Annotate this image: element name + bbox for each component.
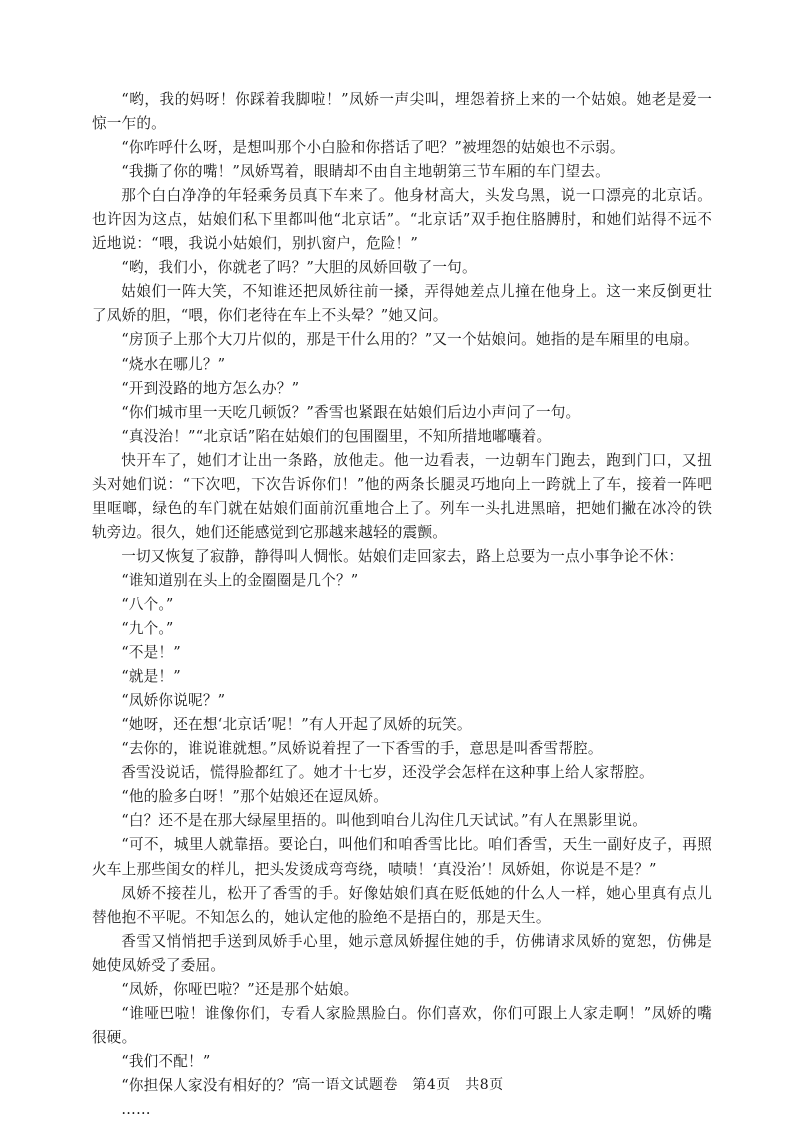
paragraph: ……	[121, 1100, 151, 1118]
paragraph: “哟，我的妈呀！你踩着我脚啦！”凤娇一声尖叫，埋怨着挤上来的一个姑娘。她老是爱一惊一乍的。	[92, 91, 712, 133]
paragraph: 快开车了，她们才让出一条路，放他走。他一边看表，一边朝车门跑去，跑到门口，又扭头对她们说：“下次吧，下次告诉你们！”他的两条长腿灵巧地向上一跨就上了车，接着一阵吧里哐啷，绿色的车门就在姑娘们面前沉重地合上了。列车一头扎进黑暗，把她们撇在冰冷的铁轨旁边。很久，她们还能感觉到它那越来越轻的震颤。	[92, 451, 712, 541]
paragraph: “不是！”	[121, 644, 181, 662]
paragraph: “八个。”	[121, 595, 174, 613]
paragraph: “烧水在哪儿？”	[121, 355, 226, 373]
paragraph: “他的脸多白呀！”那个姑娘还在逗凤娇。	[121, 788, 389, 806]
paragraph: 一切又恢复了寂静，静得叫人惆怅。姑娘们走回家去，路上总要为一点小事争论不休：	[121, 547, 684, 565]
paragraph: “九个。”	[121, 620, 174, 638]
paragraph: “凤娇你说呢？”	[121, 692, 226, 710]
paragraph: “我撕了你的嘴！”凤娇骂着，眼睛却不由自主地朝第三节车厢的车门望去。	[121, 163, 610, 181]
paragraph: “我们不配！”	[121, 1052, 211, 1070]
paragraph: “开到没路的地方怎么办？”	[121, 379, 300, 397]
paragraph: “真没治！”“北京话”陷在姑娘们的包围圈里，不知所措地嘟囔着。	[121, 427, 552, 445]
paragraph: 香雪没说话，慌得脸都红了。她才十七岁，还没学会怎样在这种事上给人家帮腔。	[121, 764, 654, 782]
paragraph: 那个白白净净的年轻乘务员真下车来了。他身材高大，头发乌黑，说一口漂亮的北京话。也许因为这点，姑娘们私下里都叫他“北京话”。“北京话”双手抱住胳膊肘，和她们站得不远不近地说：“喂，我说小姑娘们，别扒窗户，危险！”	[92, 187, 712, 253]
paragraph: “你咋呼什么呀，是想叫那个小白脸和你搭话了吧？”被埋怨的姑娘也不示弱。	[121, 139, 625, 157]
paragraph: “她呀，还在想‘北京话’呢！”有人开起了凤娇的玩笑。	[121, 716, 472, 734]
page-footer: 高一语文试题卷 第4页 共8页	[296, 1077, 504, 1093]
paragraph: 香雪又悄悄把手送到凤娇手心里，她示意凤娇握住她的手，仿佛请求凤娇的宽恕，仿佛是她使凤娇受了委屈。	[92, 932, 712, 974]
paragraph: “房顶子上那个大刀片似的，那是干什么用的？”又一个姑娘问。她指的是车厢里的电扇。	[121, 331, 699, 349]
paragraph: 姑娘们一阵大笑，不知谁还把凤娇往前一搡，弄得她差点儿撞在他身上。这一来反倒更壮了凤娇的胆，“喂，你们老待在车上不头晕？”她又问。	[92, 283, 712, 325]
paragraph: “谁哑巴啦！谁像你们，专看人家脸黑脸白。你们喜欢，你们可跟上人家走啊！”凤娇的嘴很硬。	[92, 1004, 712, 1046]
paragraph: “就是！”	[121, 668, 181, 686]
paragraph: “哟，我们小，你就老了吗？”大胆的凤娇回敬了一句。	[121, 259, 477, 277]
paragraph: “凤娇，你哑巴啦？”还是那个姑娘。	[121, 980, 359, 998]
article-body	[92, 88, 712, 1122]
paragraph: “白？还不是在那大绿屋里捂的。叫他到咱台儿沟住几天试试。”有人在黑影里说。	[121, 812, 647, 830]
paragraph: 凤娇不接茬儿，松开了香雪的手。好像姑娘们真在贬低她的什么人一样，她心里真有点儿替他抱不平呢。不知怎么的，她认定他的脸绝不是捂白的，那是天生。	[92, 884, 712, 926]
paragraph: “你担保人家没有相好的？”	[121, 1076, 300, 1094]
paragraph: “你们城市里一天吃几顿饭？”香雪也紧跟在姑娘们后边小声问了一句。	[121, 403, 581, 421]
paragraph: “谁知道别在头上的金圈圈是几个？”	[121, 571, 359, 589]
paragraph: “可不，城里人就靠捂。要论白，叫他们和咱香雪比比。咱们香雪，天生一副好皮子，再照火车上那些闺女的样儿，把头发烫成弯弯绕，啧啧！‘真没治’！凤娇姐，你说是不是？”	[92, 836, 712, 878]
paragraph: “去你的，谁说谁就想。”凤娇说着捏了一下香雪的手，意思是叫香雪帮腔。	[121, 740, 603, 758]
